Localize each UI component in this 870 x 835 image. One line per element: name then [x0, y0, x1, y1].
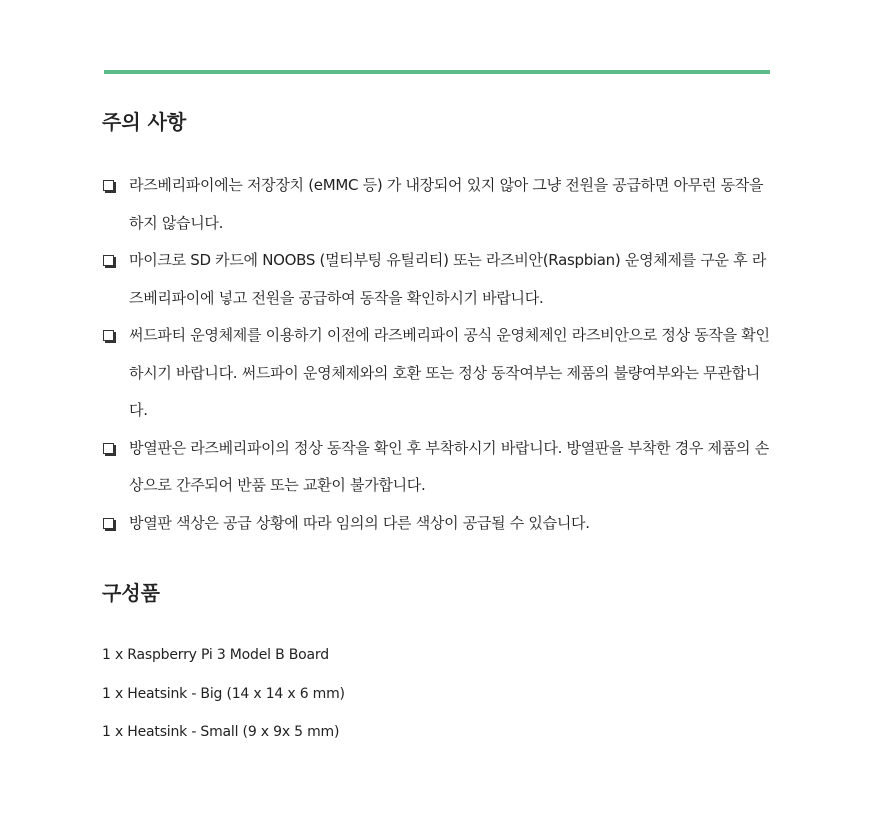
contents-list [102, 636, 345, 752]
caution-list [102, 167, 772, 542]
caution-item-text: 써드파티 운영체제를 이용하기 이전에 라즈베리파이 공식 운영체제인 라즈비안으로 정상 동작을 확인하시기 바랍니다. 써드파이 운영체제와의 호환 또는 정상 동작여부는 제품의 불량여부와는 무관합니다. [129, 326, 770, 419]
caution-item-text: 방열판은 라즈베리파이의 정상 동작을 확인 후 부착하시기 바랍니다. 방열판을 부착한 경우 제품의 손상으로 간주되어 반품 또는 교환이 불가합니다. [129, 438, 769, 494]
contents-section-title: 구성품 [102, 581, 160, 605]
caution-item-3 [102, 317, 772, 430]
checkbox-icon [103, 518, 114, 529]
checkbox-icon [103, 330, 114, 341]
caution-item-text: 마이크로 SD 카드에 NOOBS (멀티부팅 유틸리티) 또는 라즈비안(Raspbian) 운영체제를 구운 후 라즈베리파이에 넣고 전원을 공급하여 동작을 확인하시기 바랍니다. [129, 251, 767, 307]
checkbox-icon [103, 255, 114, 266]
caution-item-1 [102, 167, 772, 242]
contents-item-2: 1 x Heatsink - Big (14 x 14 x 6 mm) [102, 685, 345, 702]
caution-item-5 [102, 505, 772, 543]
contents-item-1: 1 x Raspberry Pi 3 Model B Board [102, 647, 329, 663]
caution-item-text: 방열판 색상은 공급 상황에 따라 임의의 다른 색상이 공급될 수 있습니다. [129, 513, 590, 532]
caution-item-2 [102, 242, 772, 317]
checkbox-icon [103, 180, 114, 191]
caution-item-text: 라즈베리파이에는 저장장치 (eMMC 등) 가 내장되어 있지 않아 그냥 전원을 공급하면 아무런 동작을 하지 않습니다. [129, 176, 764, 232]
top-divider [104, 70, 770, 74]
caution-section-title: 주의 사항 [102, 110, 187, 134]
caution-item-4 [102, 430, 772, 505]
checkbox-icon [103, 443, 114, 454]
contents-item-3: 1 x Heatsink - Small (9 x 9x 5 mm) [102, 724, 340, 740]
